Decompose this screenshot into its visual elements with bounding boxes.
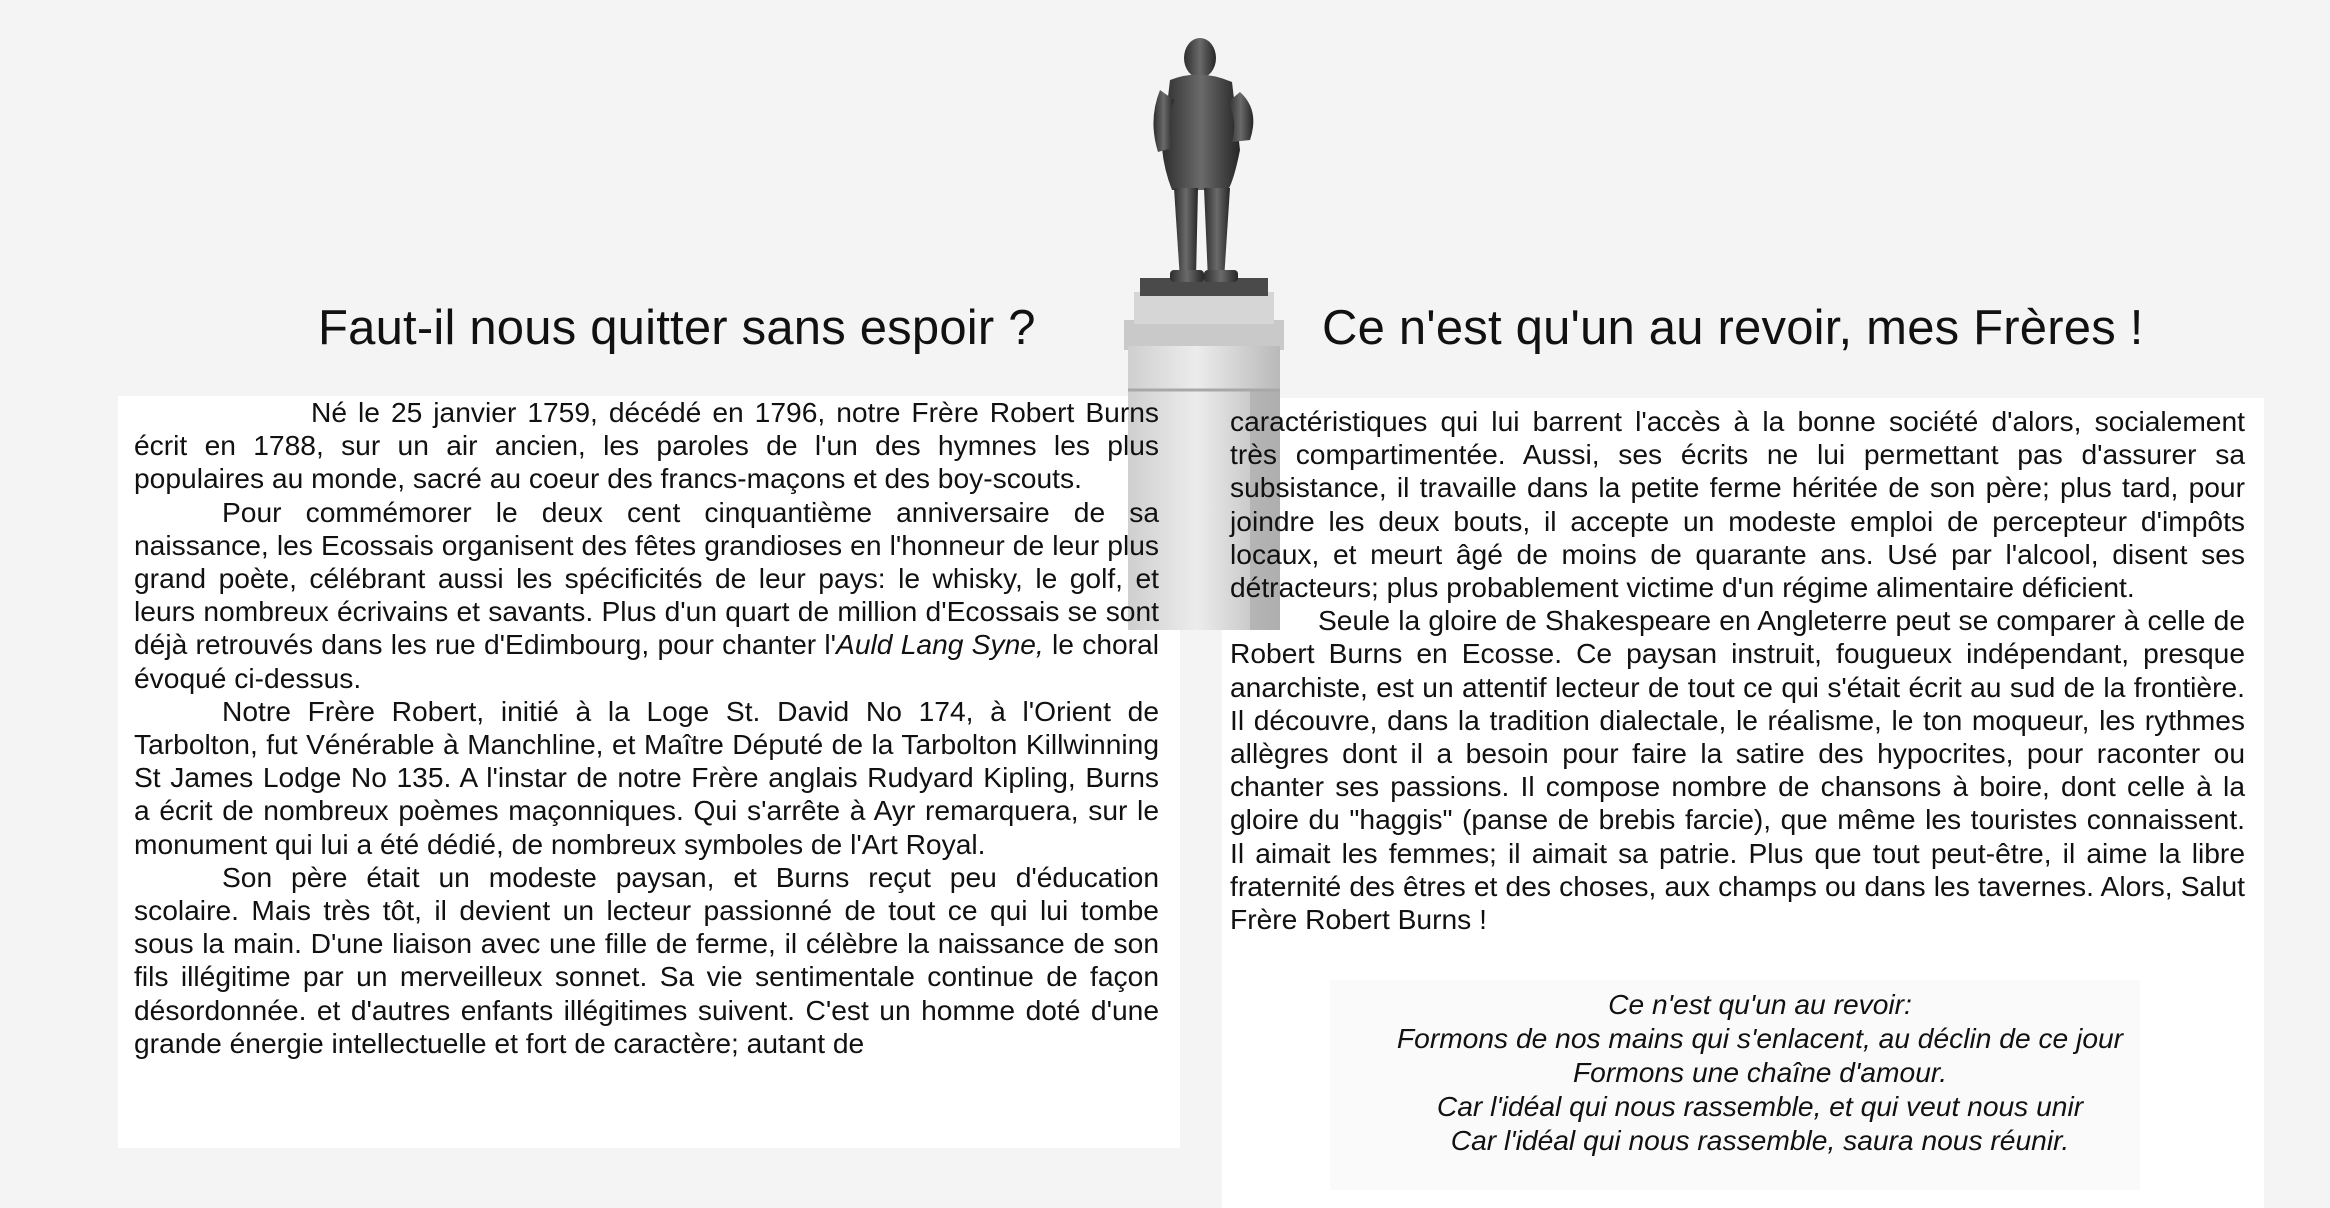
poem-line: Formons une chaîne d'amour.	[1572, 1056, 1948, 1088]
poem-line: Car l'idéal qui nous rassemble, et qui veut nous unir	[1436, 1090, 2084, 1122]
left-paragraph-2-text: Pour commémorer le deux cent cinquantième anniversaire de sa naissance, les Ecossais organisent des fêtes grandioses en l'honneur de leur plus grand poète, célébrant aussi les spécificités de leur pays: le whisky, le golf, et leurs nombreux écrivains et savants. Plus d'un quart de million d'Ecossais se sont déjà retrouvés dans les rue d'Edimbourg, pour chanter l'	[134, 495, 1159, 661]
right-column-text	[1230, 405, 2245, 936]
right-paragraph-2: Seule la gloire de Shakespeare en Angleterre peut se comparer à celle de Robert Burns en Ecosse. Ce paysan instruit, fougueux indépendant, presque anarchiste, est un attentif lecteur de tout ce qui s'était écrit au sud de la frontière. Il découvre, dans la tradition dialectale, le réalisme, le ton moqueur, les rythmes allègres dont il a besoin pour faire la satire des hypocrites, pour raconter ou chanter ses passions. Il compose nombre de chansons à boire, dont celle à la gloire du "haggis" (panse de brebis farcie), que même les touristes connaissent. Il aimait les femmes; il aimait sa patrie. Plus que tout peut-être, il aime la libre fraternité des êtres et des choses, aux champs ou dans les tavernes. Alors, Salut Frère Robert Burns !	[1230, 604, 2245, 936]
left-paragraph-2	[134, 496, 1159, 695]
statue-figure	[1153, 38, 1253, 282]
poem-verse	[1250, 987, 2270, 1157]
song-title-italic: Auld Lang Syne,	[836, 628, 1044, 661]
poem-line: Formons de nos mains qui s'enlacent, au déclin de ce jour	[1396, 1022, 2124, 1054]
heading-right: Ce n'est qu'un au revoir, mes Frères !	[1322, 301, 2144, 355]
poem-line: Ce n'est qu'un au revoir:	[1608, 988, 1912, 1020]
right-paragraph-1: caractéristiques qui lui barrent l'accès à la bonne société d'alors, socialement très compartimentée. Aussi, ses écrits ne lui permettant pas d'assurer sa subsistance, il travaille dans la petite ferme héritée de son père; plus tard, pour joindre les deux bouts, il accepte un modeste emploi de percepteur d'impôts locaux, et meurt âgé de moins de quarante ans. Usé par l'alcool, disent ses détracteurs; plus probablement victime d'un régime alimentaire déficient.	[1230, 405, 2245, 604]
left-paragraph-1: Né le 25 janvier 1759, décédé en 1796, notre Frère Robert Burns écrit en 1788, sur un air ancien, les paroles de l'un des hymnes les plus populaires au monde, sacré au coeur des francs-maçons et des boy-scouts.	[134, 396, 1159, 495]
pedestal-cap	[1124, 320, 1284, 350]
left-paragraph-3: Notre Frère Robert, initié à la Loge St. David No 174, à l'Orient de Tarbolton, fut Vénérable à Manchline, et Maître Député de la Tarbolton Killwinning St James Lodge No 135. A l'instar de notre Frère anglais Rudyard Kipling, Burns a écrit de nombreux poèmes maçonniques. Qui s'arrête à Ayr remarquera, sur le monument qui lui a été dédié, de nombreux symboles de l'Art Royal.	[134, 694, 1159, 860]
poem-line: Car l'idéal qui nous rassemble, saura nous réunir.	[1450, 1124, 2070, 1156]
left-paragraph-4: Son père était un modeste paysan, et Burns reçut peu d'éducation scolaire. Mais très tôt, il devient un lecteur passionné de tout ce qui lui tombe sous la main. D'une liaison avec une fille de ferme, il célèbre la naissance de son fils illégitime par un merveilleux sonnet. Sa vie sentimentale continue de façon désordonnée. et d'autres enfants illégitimes suivent. C'est un homme doté d'une grande énergie intellectuelle et fort de caractère; autant de	[134, 860, 1159, 1059]
heading-left: Faut-il nous quitter sans espoir ?	[318, 301, 1036, 355]
left-paragraph-2-tail: le choral évoqué ci-dessus.	[134, 628, 1159, 694]
left-column-text	[134, 396, 1159, 1060]
